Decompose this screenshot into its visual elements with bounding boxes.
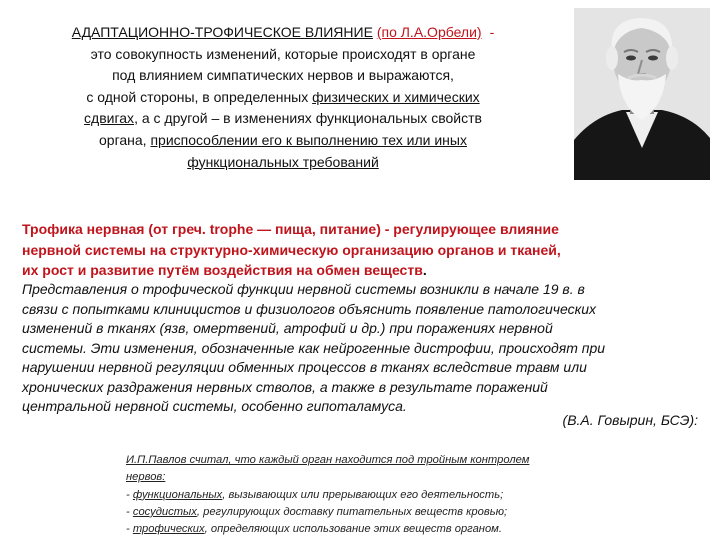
definition-underline-requirements: функциональных требований [187,153,379,170]
definition-line-5-text: органа, [99,131,151,148]
definition-line-3-text: с одной стороны, в определенных [86,88,313,105]
trophic-definition [22,219,702,281]
pavlov-item [126,504,646,521]
pavlov-item-prefix: - [126,488,133,501]
trophic-line-1: Трофика нервная (от греч. trophe — пища, питание) - регулирующее влияние [22,221,559,237]
pavlov-item-term: сосудистых [132,505,197,518]
definition-dash: - [489,24,495,40]
definition-block [18,22,548,173]
pavlov-item [126,487,646,504]
definition-line-4 [18,108,548,130]
source-citation: (В.А. Говырин, БСЭ): [562,412,698,428]
orbeli-portrait [574,8,710,180]
ideas-line: Представления о трофической функции нервной системы возникли в начале 19 в. в [22,281,585,297]
definition-line-3 [18,87,548,109]
definition-underline-adaptation: приспособлении его к выполнению тех или иных [150,131,467,148]
pavlov-item-text: , регулирующих доставку питательных веществ кровью; [196,505,508,518]
pavlov-intro-line-2: нервов: [126,471,166,484]
ideas-paragraph [22,280,702,417]
definition-underline-shifts: сдвигах [84,110,135,127]
ideas-line: хронических раздражения нервных стволов, а также в результате поражений [22,378,548,395]
ideas-line: центральной нервной системы, особенно гипоталамуса. [22,398,407,414]
pavlov-intro-line-1: И.П.Павлов считал, что каждый орган находится под тройным контролем [126,454,530,466]
definition-line-1: это совокупность изменений, которые происходят в органе [90,45,476,62]
definition-title-author: (по Л.А.Орбели) [376,24,482,40]
definition-title-line [18,22,548,44]
pavlov-item [126,521,646,538]
definition-line-5 [18,130,548,152]
pavlov-item-text: , вызывающих или прерывающих его деятельность; [222,488,504,501]
pavlov-block [126,452,646,538]
ideas-line: нарушении нервной регуляции обменных процессов в тканях вследствие травм или [22,359,587,375]
definition-line-2: под влиянием симпатических нервов и выражаются, [112,67,454,84]
definition-line-6 [18,152,548,174]
trophic-line-3-text: их рост и развитие путём воздействия на обмен веществ [22,262,423,278]
pavlov-item-prefix: - [126,505,133,518]
definition-underline-physical: физических и химических [312,88,480,105]
pavlov-item-term: трофических [132,523,205,536]
definition-line-4-text: , а с другой – в изменениях функциональных свойств [134,110,482,127]
pavlov-item-text: , определяющих использование этих веществ органом. [204,523,502,536]
pavlov-item-term: функциональных [132,488,223,501]
ideas-line: изменений в тканях (язв, омертвений, атрофий и др.) при поражениях нервной [22,320,553,336]
trophic-line-2: нервной системы на структурно-химическую организацию органов и тканей, [22,241,561,258]
trophic-line-3-end: . [422,262,427,278]
pavlov-item-prefix: - [126,523,133,536]
trophic-line-3 [22,260,702,281]
ideas-line: системы. Эти изменения, обозначенные как нейрогенные дистрофии, происходят при [22,339,606,356]
definition-title: АДАПТАЦИОННО-ТРОФИЧЕСКОЕ ВЛИЯНИЕ [71,24,373,40]
ideas-line: связи с попытками клиницистов и физиологов объяснить появление патологических [22,300,597,317]
